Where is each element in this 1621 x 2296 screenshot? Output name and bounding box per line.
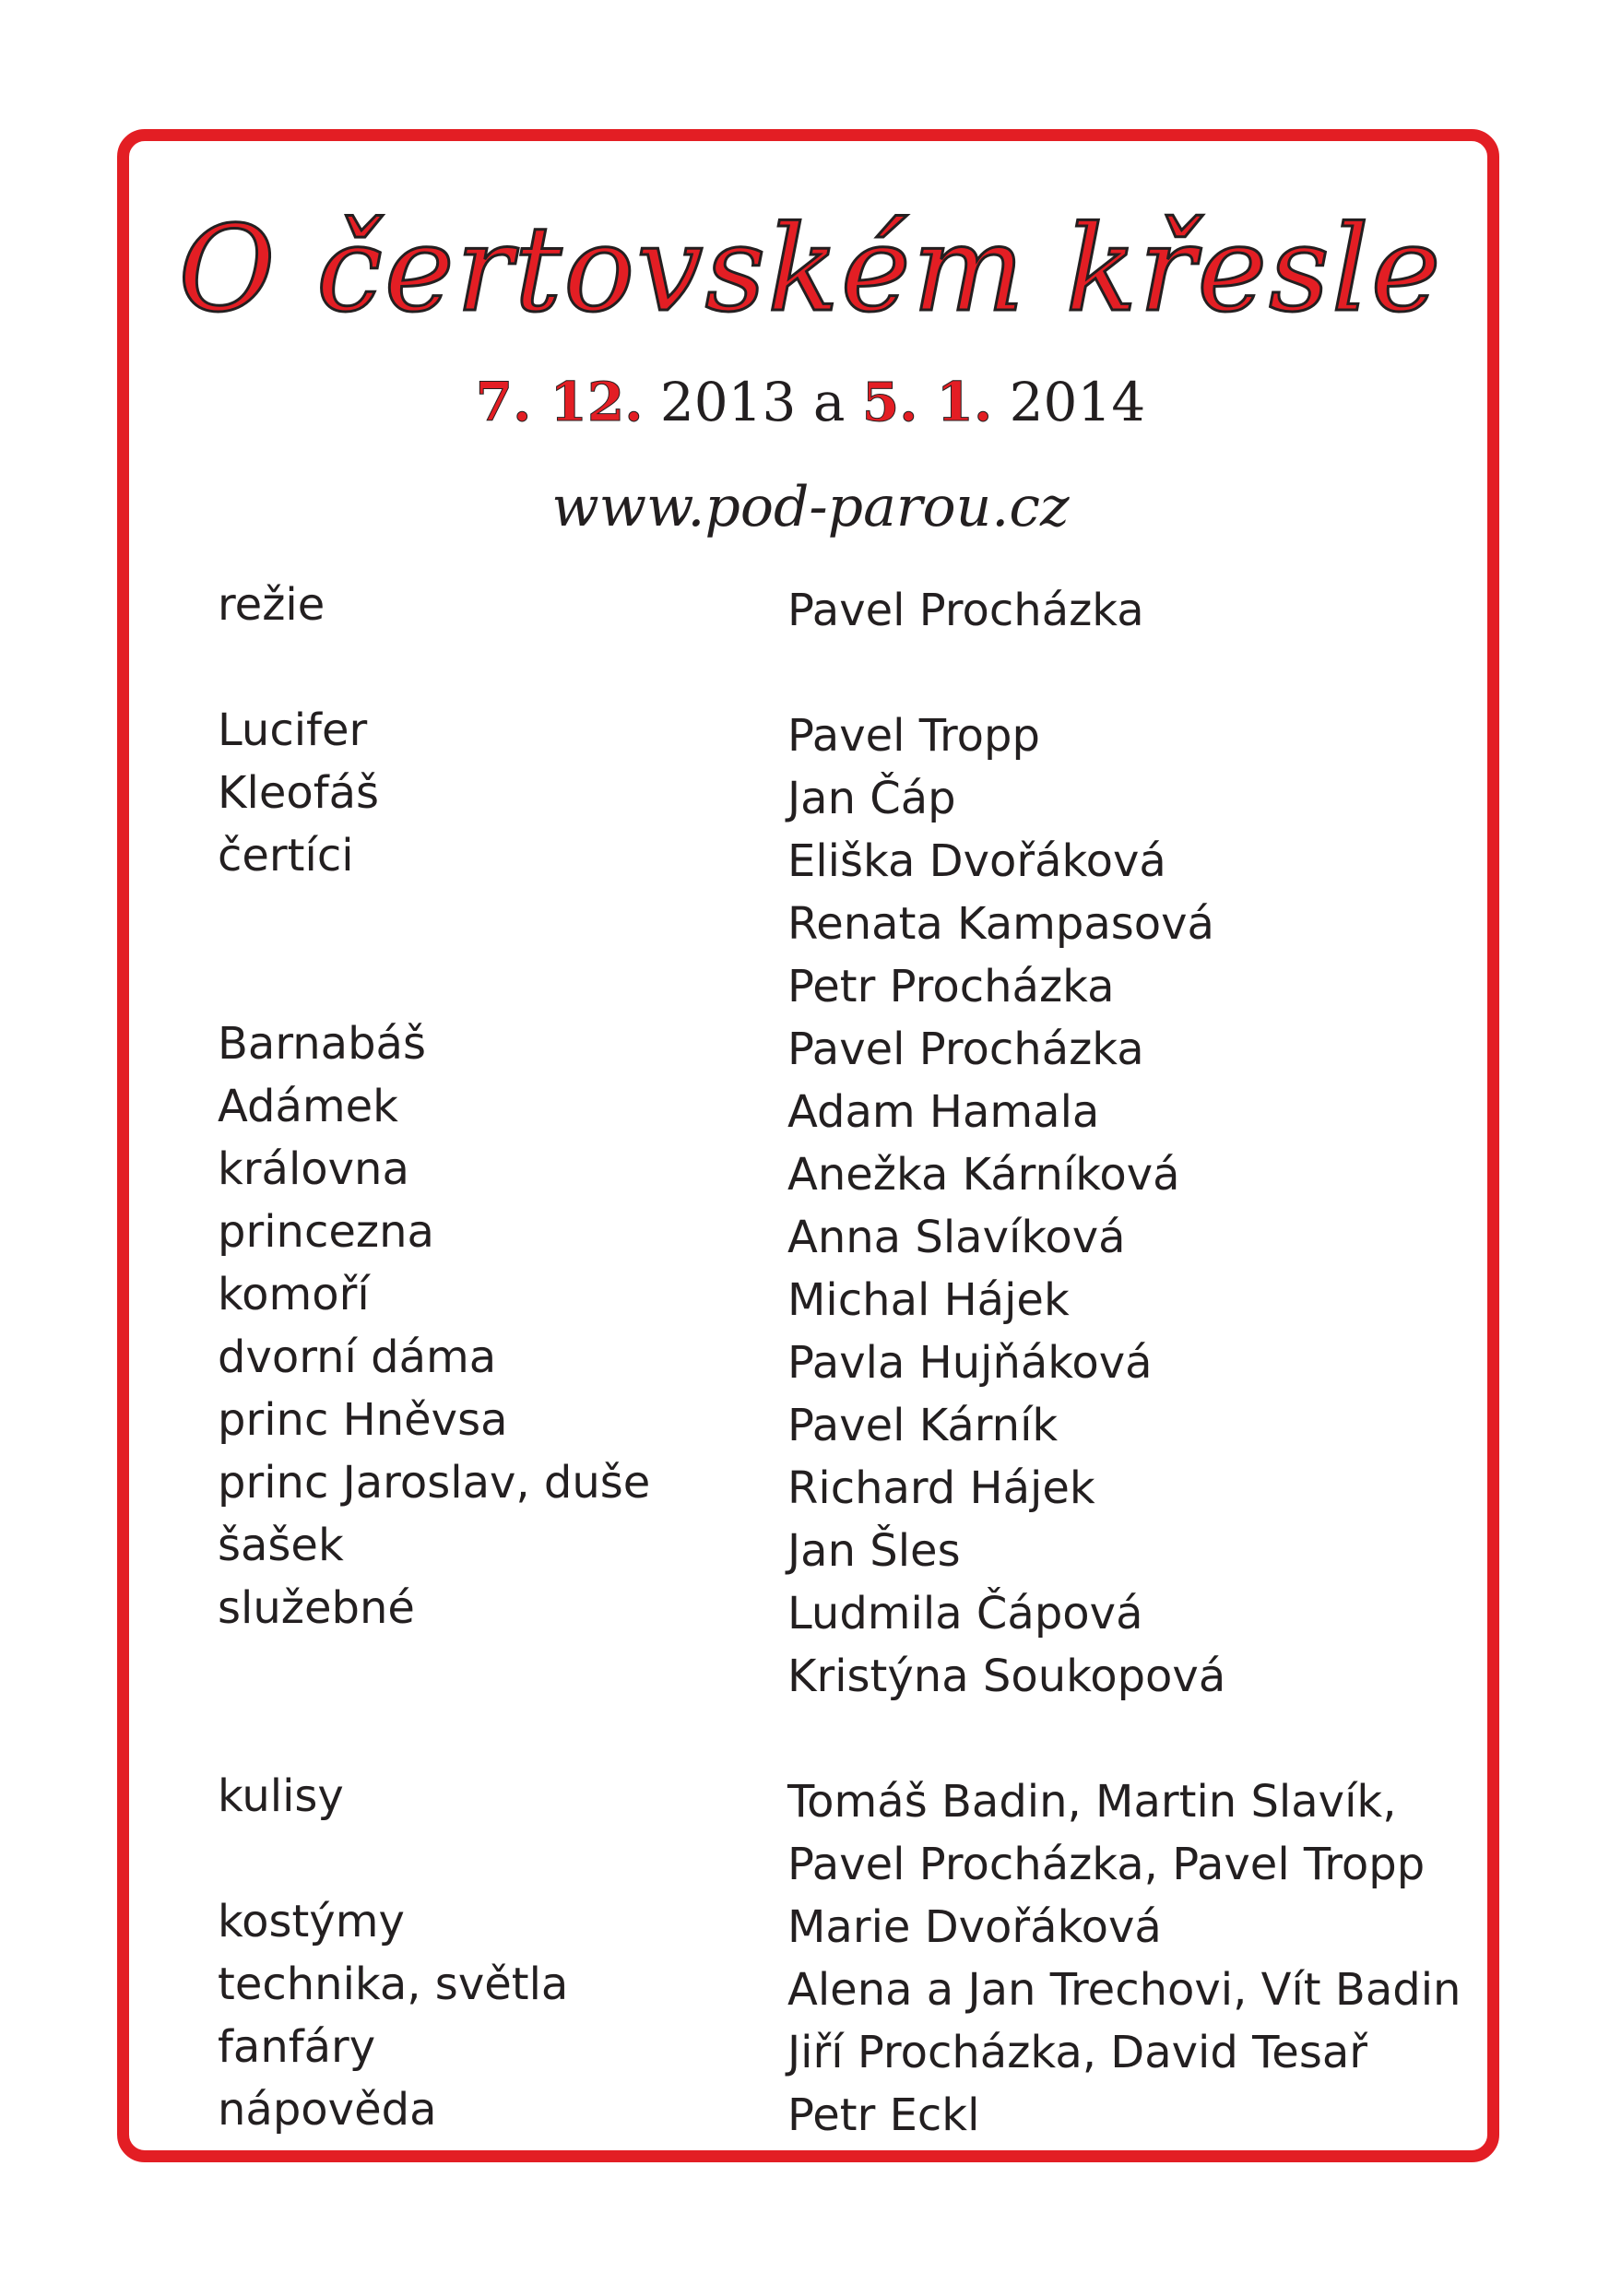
cast-name: Pavel Procházka	[787, 585, 1144, 636]
role-label: technika, světla	[218, 1959, 569, 2010]
role-label: fanfáry	[218, 2021, 376, 2073]
role-label: čertíci	[218, 830, 354, 882]
cast-name: Anežka Kárníková	[787, 1149, 1180, 1201]
performance-dates	[0, 365, 1621, 439]
role-label: Barnabáš	[218, 1018, 426, 1070]
cast-name: Pavel Procházka	[787, 1024, 1144, 1075]
page-title: O čertovském křesle	[178, 201, 1443, 338]
role-label: princezna	[218, 1206, 434, 1258]
cast-name: Pavla Hujňáková	[787, 1337, 1153, 1389]
role-label: dvorní dáma	[218, 1331, 497, 1383]
cast-name: Ludmila Čápová	[787, 1588, 1143, 1639]
role-label: služebné	[218, 1582, 415, 1634]
cast-name: Pavel Tropp	[787, 710, 1040, 762]
cast-name: Pavel Kárník	[787, 1400, 1059, 1451]
cast-name: Alena a Jan Trechovi, Vít Badin	[787, 1964, 1461, 2016]
role-label: kulisy	[218, 1770, 344, 1822]
cast-name: Petr Procházka	[787, 961, 1115, 1012]
role-label: kostýmy	[218, 1896, 405, 1947]
cast-name: Richard Hájek	[787, 1462, 1095, 1514]
cast-name: Petr Eckl	[787, 2089, 980, 2141]
year-second: 2014	[992, 371, 1146, 433]
role-label: princ Hněvsa	[218, 1394, 508, 1446]
cast-name: Jan Čáp	[787, 773, 956, 824]
role-label: nápověda	[218, 2084, 437, 2136]
role-label: Adámek	[218, 1081, 398, 1132]
role-label: šašek	[218, 1520, 344, 1571]
cast-name: Marie Dvořáková	[787, 1901, 1162, 1953]
website-link[interactable]: www.pod-parou.cz	[551, 475, 1070, 539]
cast-name: Anna Slavíková	[787, 1212, 1126, 1263]
date-first: 7. 12.	[475, 371, 644, 433]
cast-name: Michal Hájek	[787, 1274, 1070, 1326]
role-label: královna	[218, 1143, 409, 1195]
cast-name: Renata Kampasová	[787, 898, 1214, 950]
year-first: 2013 a	[643, 371, 862, 433]
role-label: režie	[218, 579, 325, 631]
cast-name: Jiří Procházka, David Tesař	[787, 2027, 1367, 2078]
cast-name: Adam Hamala	[787, 1086, 1100, 1138]
date-second: 5. 1.	[861, 371, 993, 433]
cast-name: Pavel Procházka, Pavel Tropp	[787, 1839, 1426, 1890]
role-label: Lucifer	[218, 704, 368, 756]
cast-name: Kristýna Soukopová	[787, 1651, 1226, 1702]
cast-name: Eliška Dvořáková	[787, 835, 1166, 887]
cast-name: Jan Šles	[787, 1525, 961, 1577]
cast-name: Tomáš Badin, Martin Slavík,	[787, 1776, 1397, 1828]
role-label: komoří	[218, 1269, 370, 1320]
role-label: Kleofáš	[218, 767, 380, 819]
role-label: princ Jaroslav, duše	[218, 1457, 651, 1509]
